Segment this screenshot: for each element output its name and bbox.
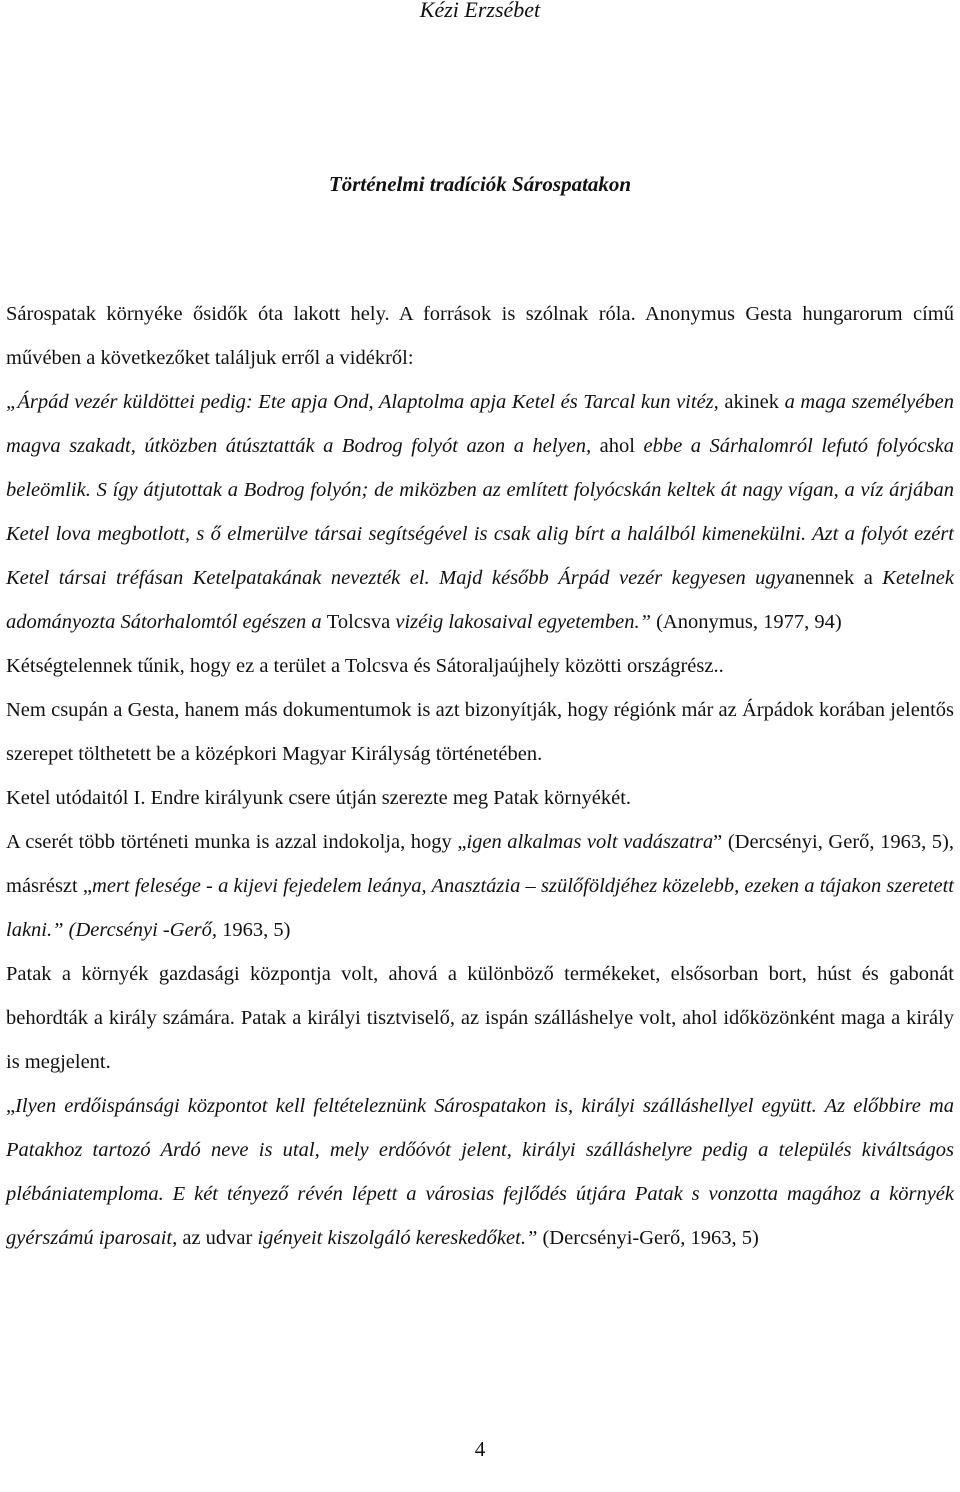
quote-text: igényeit kiszolgáló kereskedőket.” bbox=[257, 1227, 538, 1249]
citation: (Dercsényi-Gerő, 1963, 5) bbox=[537, 1227, 759, 1249]
paragraph-region bbox=[6, 644, 954, 688]
page-title: Történelmi tradíciók Sárospatakon bbox=[328, 172, 632, 196]
citation: 1963, 5) bbox=[217, 919, 291, 941]
paragraph-forest-ispan bbox=[6, 1084, 954, 1260]
paragraph-text: Patak a környék gazdasági központja volt, ahová a különböző termékeket, elsősorban bort, húst és gabonát behordták a király számára. Patak a királyi tisztviselő, az ispán szálláshelye volt, ahol időközönként maga a király is megjelent. bbox=[6, 963, 954, 1073]
quote-text: mert felesége - a kijevi fejedelem leánya, Anasztázia – szülőföldjéhez közelebb, ezeken a tájakon szeretett lakni.” (Dercsényi -Gerő, bbox=[6, 875, 954, 941]
quote-text: „Árpád vezér küldöttei pedig: Ete apja Ond, Alaptolma apja Ketel és Tarcal kun vitéz, bbox=[6, 391, 719, 413]
paragraph-economy bbox=[6, 952, 954, 1084]
plain-text: Tolcsva bbox=[326, 611, 391, 633]
quote-text: Ketelnek adományozta Sátorhalomtól egészen a bbox=[6, 567, 954, 633]
quote-text: ebbe a Sárhalomról lefutó folyócska beleömlik. S így átjutottak a Bodrog folyón; de miközben az említett folyócskán keltek át nagy vígan, a víz árjában Ketel lova megbotlott, s ő elmerülve társai segítségével is csak alig bírt a halálból kimenekülni. Azt a folyót ezért Ketel társai tréfásan Ketelpatakának nevezték el. Majd később Árpád vezér kegyesen ugya bbox=[6, 435, 954, 589]
body-text bbox=[6, 292, 954, 1260]
paragraph-text: Sárospatak környéke ősidők óta lakott hely. A források is szólnak róla. Anonymus Gesta hungarorum című művében a következőket találjuk erről a vidékről: bbox=[6, 303, 954, 369]
paragraph-exchange bbox=[6, 776, 954, 820]
quote-text: a maga személyében magva szakadt, útközben átúsztatták a Bodrog folyót azon a helyen, bbox=[6, 391, 954, 457]
plain-text: nennek a bbox=[795, 567, 883, 589]
plain-text: akinek bbox=[718, 391, 785, 413]
plain-text: „ bbox=[6, 1095, 16, 1117]
paragraph-intro bbox=[6, 292, 954, 380]
paragraph-text: Kétségtelennek tűnik, hogy ez a terület a Tolcsva és Sátoraljaújhely közötti országrész.. bbox=[6, 655, 724, 677]
paragraph-anonymus-quote bbox=[6, 380, 954, 644]
paragraph-documents bbox=[6, 688, 954, 776]
plain-text: ahol bbox=[591, 435, 644, 457]
paragraph-text: Ketel utódaitól I. Endre királyunk csere útján szerezte meg Patak környékét. bbox=[6, 787, 632, 809]
plain-text: ” (Dercsényi, Gerő, 1963, 5), másrészt „ bbox=[6, 831, 954, 897]
quote-text: vizéig lakosaival egyetemben.” bbox=[390, 611, 651, 633]
citation: (Anonymus, 1977, 94) bbox=[650, 611, 842, 633]
quote-text: Ilyen erdőispánsági központot kell feltételeznünk Sárospatakon is, királyi szálláshellyel együtt. Az előbbire ma Patakhoz tartozó Ardó neve is utal, mely erdőóvót jelent, királyi szálláshelyre pedig a település kiváltságos plébániatemploma. E két tényező révén lépett a városias fejlődés útjára Patak s vonzotta magához a környék gyérszámú iparosait, bbox=[6, 1095, 954, 1249]
plain-text: az udvar bbox=[177, 1227, 258, 1249]
quote-text: igen alkalmas volt vadászatra bbox=[466, 831, 714, 853]
running-header-author: Kézi Erzsébet bbox=[419, 0, 541, 22]
plain-text: A cserét több történeti munka is azzal indokolja, hogy „ bbox=[6, 831, 467, 853]
page-number: 4 bbox=[474, 1437, 486, 1461]
paragraph-hunting bbox=[6, 820, 954, 952]
paragraph-text: Nem csupán a Gesta, hanem más dokumentumok is azt bizonyítják, hogy régiónk már az Árpádok korában jelentős szerepet tölthetett be a középkori Magyar Királyság történetében. bbox=[6, 699, 954, 765]
